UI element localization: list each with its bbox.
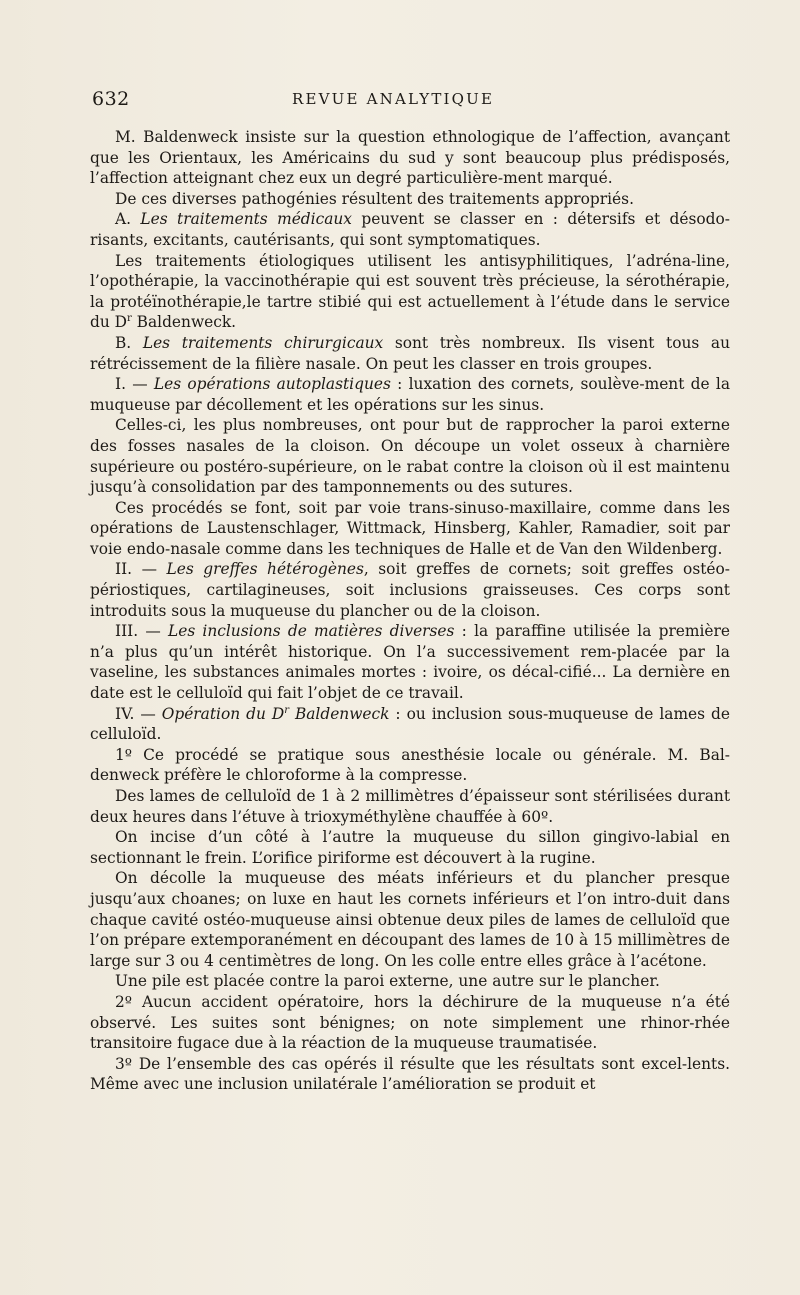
italic-text: Les traitements chirurgicaux <box>142 333 384 352</box>
text-segment: , soit greffes de cornets; soit greffes ostéo-périostiques, cartilagineuses, soit inclusions graisseuses. Ces corps sont introduits sous la muqueuse du plancher ou de la cloison. <box>90 560 730 620</box>
text-segment: Celles-ci, les plus nombreuses, ont pour but de rapprocher la paroi externe des fosses nasales de la cloison. On découpe un volet osseux à charnière supérieure ou postéro-supérieure, on le rabat contre la cloison où il est maintenu jusqu’à consolidation par des tamponnements ou des sutures. <box>90 416 730 497</box>
text-segment: 1º Ce procédé se pratique sous anesthésie locale ou générale. M. Bal-denweck préfère le chloroforme à la compresse. <box>90 745 730 785</box>
paragraph <box>90 786 730 827</box>
text-segment: I. — <box>115 375 154 394</box>
text-segment: II. — <box>115 560 167 579</box>
text-segment: 2º Aucun accident opératoire, hors la déchirure de la muqueuse n’a été observé. Les suites sont bénignes; on note simplement une rhinor-rhée transitoire fugace due à la réaction de la muqueuse traumatisée. <box>90 992 730 1053</box>
italic-text: Baldenweck <box>288 704 390 723</box>
paragraph <box>90 559 730 621</box>
text-segment: A. <box>115 210 141 229</box>
article-body <box>90 127 730 1095</box>
paragraph <box>90 621 730 703</box>
italic-text: Opération du D <box>161 704 285 723</box>
paragraph <box>90 251 730 333</box>
paragraph <box>90 971 730 992</box>
paragraph <box>90 827 730 868</box>
paragraph <box>90 1054 730 1095</box>
superscript: r <box>284 704 289 716</box>
italic-text: Les traitements médicaux <box>140 210 352 229</box>
italic-text: Les inclusions de matières diverses <box>167 622 455 641</box>
paragraph <box>90 189 730 210</box>
paragraph <box>90 209 730 250</box>
text-segment: M. Baldenweck insiste sur la question ethnologique de l’affection, avançant que les Orientaux, les Américains du sud y sont beaucoup plus prédisposés, l’affection atteignant chez eux un degré particulière-ment marqué. <box>90 128 730 188</box>
text-segment: On décolle la muqueuse des méats inférieurs et du plancher presque jusqu’aux choanes; on luxe en haut les cornets inférieurs et l’on intro-duit dans chaque cavité ostéo-muqueuse ainsi obtenue deux piles de lames de celluloïd que l’on prépare extemporanément en découpant des lames de 10 à 15 millimètres de large sur 3 ou 4 centimètres de long. On les colle entre elles grâce à l’acétone. <box>90 869 730 970</box>
paragraph <box>90 415 730 497</box>
text-segment: B. <box>115 333 143 352</box>
paragraph <box>90 374 730 415</box>
italic-text: Les greffes hétérogènes <box>166 560 364 579</box>
text-segment: IV. — <box>115 704 162 723</box>
text-segment: Les traitements étiologiques utilisent les antisyphilitiques, l’adréna-line, l’opothérapie, la vaccinothérapie qui est souvent très précieuse, la sérothérapie, la protéïnothérapie,le tartre stibié qui est actuellement à l’étude dans le service du D <box>90 251 730 332</box>
paragraph <box>90 127 730 189</box>
paragraph <box>90 992 730 1054</box>
paragraph <box>90 333 730 374</box>
paragraph <box>90 704 730 745</box>
paragraph <box>90 745 730 786</box>
text-segment: peuvent se classer en : détersifs et désodo-risants, excitants, cautérisants, qui sont symptomatiques. <box>90 210 730 249</box>
text-segment: sont très nombreux. Ils visent tous au rétrécissement de la filière nasale. On peut les classer en trois groupes. <box>90 333 730 373</box>
text-segment: De ces diverses pathogénies résultent des traitements appropriés. <box>115 189 634 208</box>
italic-text: Les opérations autoplastiques <box>153 375 391 394</box>
text-segment: Ces procédés se font, soit par voie trans-sinuso-maxillaire, comme dans les opérations de Laustenschlager, Wittmack, Hinsberg, Kahler, Ramadier, soit par voie endo-nasale comme dans les techniques de Halle et de Van den Wildenberg. <box>90 498 730 558</box>
text-segment: Baldenweck. <box>131 313 237 332</box>
text-segment: : ou inclusion sous-muqueuse de lames de celluloïd. <box>90 704 730 744</box>
text-segment: : la paraffine utilisée la première n’a plus qu’un intérêt historique. On l’a successivement rem-placée par la vaseline, les substances animales mortes : ivoire, os décal-cifié... La dernière en date est le celluloïd qui fait l’objet de ce travail. <box>90 622 731 703</box>
paragraph <box>90 868 730 971</box>
text-segment: : luxation des cornets, soulève-ment de la muqueuse par décollement et les opérations sur les sinus. <box>90 375 730 414</box>
text-segment: 3º De l’ensemble des cas opérés il résulte que les résultats sont excel-lents. Même avec une inclusion unilatérale l’amélioration se produit et <box>90 1054 730 1094</box>
text-segment: On incise d’un côté à l’autre la muqueuse du sillon gingivo-labial en sectionnant le frein. L’orifice piriforme est découvert à la rugine. <box>90 828 730 867</box>
running-title: REVUE ANALYTIQUE <box>292 90 495 108</box>
page-number: 632 <box>92 88 130 110</box>
superscript: r <box>127 313 132 325</box>
text-segment: Une pile est placée contre la paroi externe, une autre sur le plancher. <box>115 972 660 991</box>
text-segment: Des lames de celluloïd de 1 à 2 millimètres d’épaisseur sont stérilisées durant deux heures dans l’étuve à trioxyméthylène chauffée à 60º. <box>90 787 730 826</box>
page-header <box>92 88 732 114</box>
text-segment: III. — <box>115 622 168 641</box>
paragraph <box>90 498 730 560</box>
